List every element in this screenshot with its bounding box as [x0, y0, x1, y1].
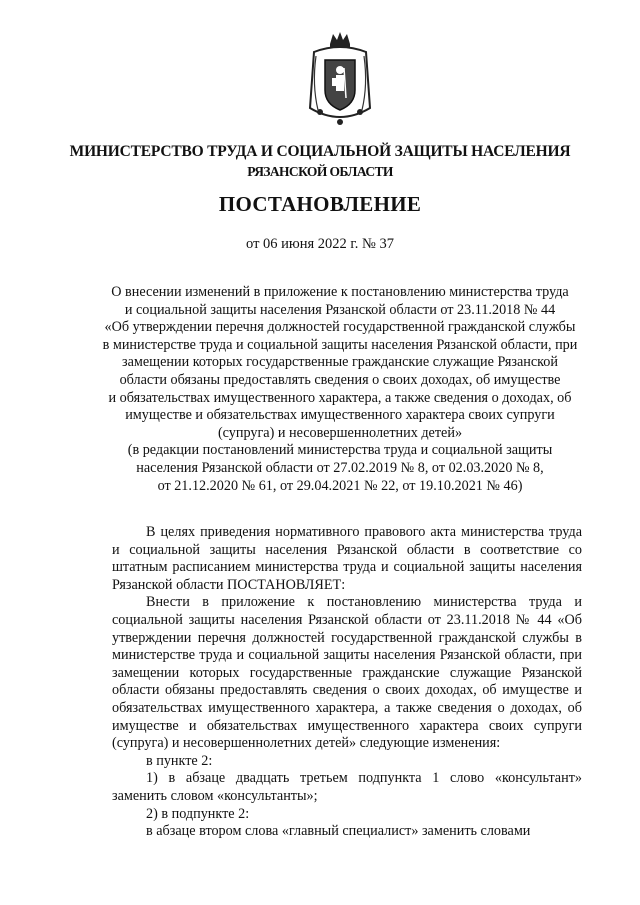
subject-line: имуществе и обязательствах имущественного характера своих супруги	[125, 407, 555, 424]
body-paragraph: В целях приведения нормативного правового акта министерства труда и социальной защиты населения Рязанской области в соответствие со штатным расписанием министерства труда и социальной защиты населения Рязанской области ПОСТАНОВЛЯЕТ:	[112, 524, 582, 593]
subject-line: (в редакции постановлений министерства труда и социальной защиты	[127, 442, 553, 459]
document-type-title: ПОСТАНОВЛЕНИЕ	[218, 192, 422, 216]
body-text	[112, 524, 582, 841]
subject-line: в министерстве труда и социальной защиты населения Рязанской области, при	[102, 336, 578, 353]
subject-line: «Об утверждении перечня должностей государственной гражданской службы	[104, 319, 576, 336]
date-and-number: от 06 июня 2022 г. № 37	[246, 236, 394, 252]
subject-line: О внесении изменений в приложение к постановлению министерства труда	[111, 284, 569, 300]
ministry-line-2: РЯЗАНСКОЙ ОБЛАСТИ	[247, 164, 393, 179]
body-paragraph: 1) в абзаце двадцать третьем подпункта 1 слово «консультант» заменить словом «консультанты»;	[112, 770, 582, 804]
subject-line: и социальной защиты населения Рязанской области от 23.11.2018 № 44	[124, 301, 556, 318]
subject-line: населения Рязанской области от 27.02.2019 № 8, от 02.03.2020 № 8,	[136, 459, 544, 476]
subject-block	[100, 284, 580, 495]
subject-line: области обязаны предоставлять сведения о своих доходах, об имуществе	[119, 371, 561, 388]
body-paragraph: в пункте 2:	[146, 752, 213, 769]
subject-line: от 21.12.2020 № 61, от 29.04.2021 № 22, от 19.10.2021 № 46)	[157, 477, 523, 494]
subject-line: и обязательствах имущественного характера, а также сведения о доходах, об	[108, 389, 572, 406]
ministry-name	[0, 142, 640, 182]
subject-line: (супруга) и несовершеннолетних детей»	[217, 424, 463, 441]
body-paragraph: 2) в подпункте 2:	[146, 805, 250, 822]
coat-of-arms-icon	[300, 30, 380, 130]
body-paragraph: в абзаце втором слова «главный специалист» заменить словами	[146, 823, 531, 840]
subject-line: замещении которых государственные гражданские служащие Рязанской	[122, 354, 558, 371]
body-paragraph: Внести в приложение к постановлению министерства труда и социальной защиты населения Рязанской области от 23.11.2018 № 44 «Об утверждении перечня должностей государственной гражданской службы в министерстве труда и социальной защиты населения Рязанской области, при замещении которых государственные гражданские служащие Рязанской области обязаны предоставлять сведения о своих доходах, об имуществе и обязательствах имущественного характера, а также сведения о доходах, об имуществе и обязательствах имущественного характера своих супруги (супруга) и несовершеннолетних детей» следующие изменения:	[112, 594, 582, 752]
ministry-line-1: МИНИСТЕРСТВО ТРУДА И СОЦИАЛЬНОЙ ЗАЩИТЫ НАСЕЛЕНИЯ	[69, 143, 571, 160]
